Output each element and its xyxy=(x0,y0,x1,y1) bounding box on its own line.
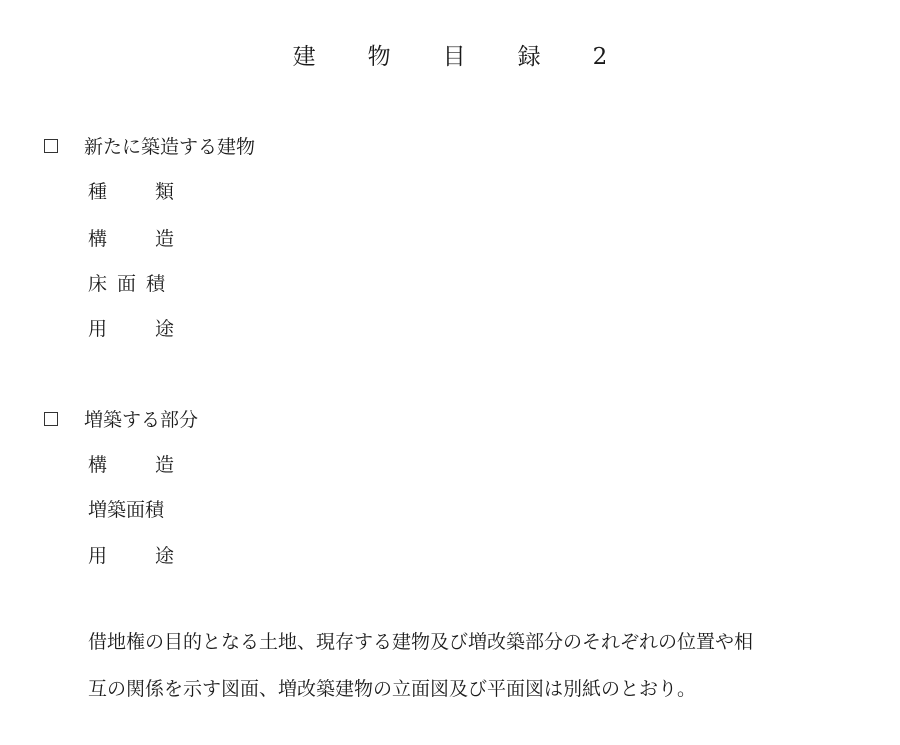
section-new-building-heading xyxy=(44,132,255,159)
checkbox-new-building[interactable] xyxy=(44,139,58,153)
field-char: 面 xyxy=(117,273,137,295)
field-char: 用 xyxy=(88,545,108,567)
field-char: 途 xyxy=(155,545,175,567)
field-char: 構 xyxy=(88,454,108,476)
field-extension-area xyxy=(88,495,164,522)
page-title xyxy=(0,38,900,71)
field-char: 造 xyxy=(155,228,175,250)
field-type xyxy=(88,177,174,204)
section-extension-heading xyxy=(44,405,198,432)
field-char: 造 xyxy=(155,454,175,476)
field-char: 途 xyxy=(155,318,175,340)
title-char: 目 xyxy=(442,44,466,70)
field-char: 種 xyxy=(88,181,108,203)
field-extension-use xyxy=(88,541,174,568)
title-char: 物 xyxy=(367,44,391,70)
title-char: 録 xyxy=(517,44,541,70)
field-char: 積 xyxy=(146,273,166,295)
field-structure xyxy=(88,224,174,251)
field-char: 用 xyxy=(88,318,108,340)
title-char: 建 xyxy=(292,44,316,70)
field-char: 床 xyxy=(88,273,108,295)
field-char: 類 xyxy=(155,181,175,203)
section-heading-text: 増築する部分 xyxy=(84,409,199,431)
checkbox-extension[interactable] xyxy=(44,412,58,426)
field-char: 構 xyxy=(88,228,108,250)
note-line-1: 借地権の目的となる土地、現存する建物及び増改築部分のそれぞれの位置や相 xyxy=(88,631,754,653)
title-number: 2 xyxy=(592,44,608,70)
field-label: 増築面積 xyxy=(88,499,165,521)
section-heading-text: 新たに築造する建物 xyxy=(84,136,256,158)
field-extension-structure xyxy=(88,450,174,477)
field-floor-area xyxy=(88,269,165,296)
note-line-2: 互の関係を示す図面、増改築建物の立面図及び平面図は別紙のとおり。 xyxy=(88,678,697,700)
field-use xyxy=(88,314,174,341)
